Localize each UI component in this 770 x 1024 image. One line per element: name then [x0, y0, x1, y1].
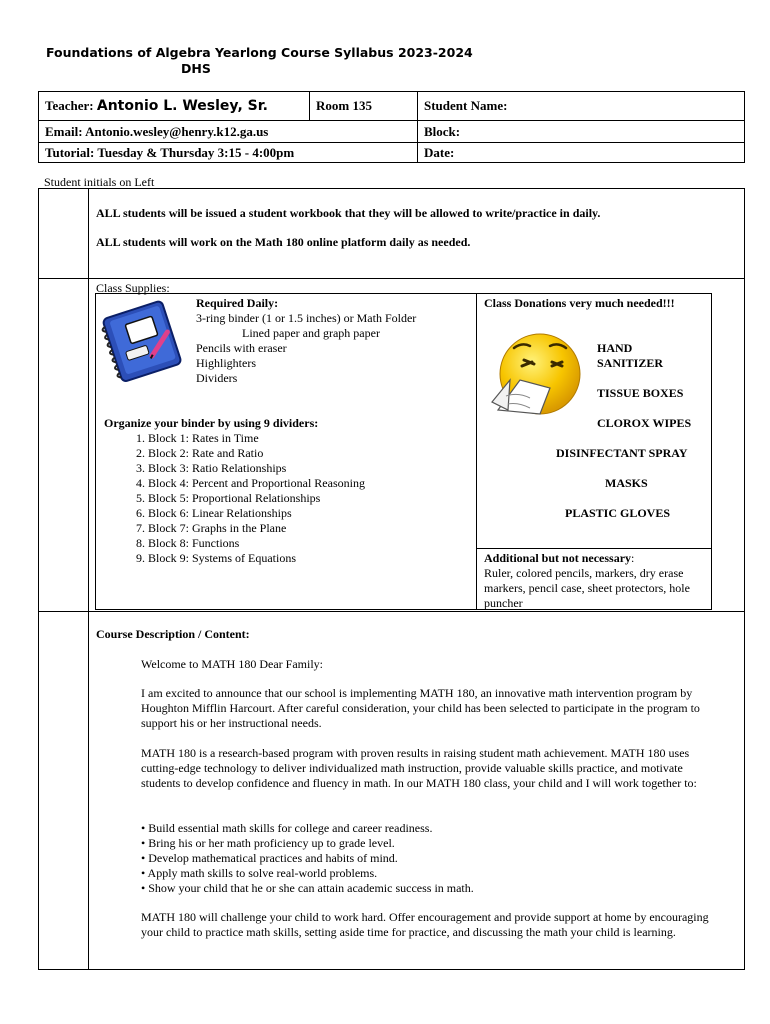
additional-items: Ruler, colored pencils, markers, dry erase: [484, 566, 684, 580]
donation-masks: MASKS: [605, 476, 648, 490]
info-table: [38, 91, 745, 163]
list-item: 7. Block 7: Graphs in the Plane: [148, 521, 365, 536]
list-item: 4. Block 4: Percent and Proportional Reasoning: [148, 476, 365, 491]
list-item: 6. Block 6: Linear Relationships: [148, 506, 365, 521]
teacher-name: Antonio L. Wesley, Sr.: [96, 98, 268, 114]
list-item: 1. Block 1: Rates in Time: [148, 431, 365, 446]
additional-heading: [484, 551, 634, 566]
teacher-label: Teacher:: [45, 98, 94, 113]
donation-clorox-wipes: CLOROX WIPES: [597, 416, 692, 430]
notice-online: ALL students will work on the Math 180 online platform daily as needed.: [96, 235, 471, 249]
donation-hand-sanitizer-2: SANITIZER: [597, 356, 664, 370]
tutorial-cell: Tutorial: Tuesday & Thursday 3:15 - 4:00pm: [39, 143, 418, 163]
required-item: 3-ring binder (1 or 1.5 inches) or Math Folder: [196, 311, 417, 325]
supplies-column-divider: [476, 293, 477, 610]
course-paragraph: MATH 180 will challenge your child to work hard. Offer encouragement and provide support at home by encouraging your child to practice math skills, setting aside time for practice, and discussing the math your child is learning.: [141, 910, 709, 939]
list-item: • Apply math skills to solve real-world problems.: [141, 866, 378, 880]
donation-hand-sanitizer: HAND: [597, 341, 633, 355]
email-cell: Email: Antonio.wesley@henry.k12.ga.us: [39, 121, 418, 143]
donation-tissue-boxes: TISSUE BOXES: [597, 386, 684, 400]
divider-block-list: [130, 431, 365, 566]
row-divider-1: [38, 278, 745, 279]
course-paragraph: I am excited to announce that our school is implementing MATH 180, an innovative math intervention program by Houghton Mifflin Harcourt. After careful consideration, your child has been selected to participate in the program to support his or her instructional needs.: [141, 686, 700, 730]
list-item: 9. Block 9: Systems of Equations: [148, 551, 365, 566]
notebook-icon: [97, 296, 189, 386]
block-cell: Block:: [418, 121, 745, 143]
supplies-heading: Class Supplies:: [96, 281, 170, 295]
course-goals-list: [141, 821, 474, 896]
list-item: 8. Block 8: Functions: [148, 536, 365, 551]
notice-workbook: ALL students will be issued a student workbook that they will be allowed to write/practice in daily.: [96, 206, 601, 220]
additional-items: puncher: [484, 596, 523, 610]
donations-divider: [476, 548, 712, 549]
required-item: Highlighters: [196, 356, 256, 370]
additional-items: markers, pencil case, sheet protectors, hole: [484, 581, 690, 595]
list-item: 3. Block 3: Ratio Relationships: [148, 461, 365, 476]
required-item: Dividers: [196, 371, 238, 385]
list-item: • Build essential math skills for college and career readiness.: [141, 821, 433, 835]
course-paragraph: MATH 180 is a research-based program with proven results in raising student math achievement. MATH 180 uses cutting-edge technology to deliver individualized math instruction, provide valuable skills practice, and motivate students to develop confidence and fluency in math. In our MATH 180 class, your child and I will work together to:: [141, 746, 697, 790]
list-item: • Bring his or her math proficiency up to grade level.: [141, 836, 395, 850]
donation-disinfectant-spray: DISINFECTANT SPRAY: [556, 446, 688, 460]
list-item: • Show your child that he or she can attain academic success in math.: [141, 881, 474, 895]
document-title: Foundations of Algebra Yearlong Course Syllabus 2023-2024: [46, 45, 473, 60]
course-greeting: Welcome to MATH 180 Dear Family:: [141, 657, 323, 671]
school-name: DHS: [181, 61, 211, 76]
additional-heading-text: Additional but not necessary: [484, 551, 632, 565]
course-heading: Course Description / Content:: [96, 627, 250, 641]
sneezing-face-icon: [484, 326, 586, 430]
required-item: Pencils with eraser: [196, 341, 287, 355]
donation-plastic-gloves: PLASTIC GLOVES: [565, 506, 671, 520]
organize-heading: Organize your binder by using 9 dividers:: [104, 416, 319, 430]
donations-heading: Class Donations very much needed!!!: [484, 296, 675, 310]
initials-note: Student initials on Left: [44, 175, 155, 189]
date-cell: Date:: [418, 143, 745, 163]
initials-column-divider: [88, 188, 89, 970]
room-cell: Room 135: [310, 92, 418, 121]
teacher-cell: [39, 92, 310, 121]
required-heading: Required Daily:: [196, 296, 279, 310]
student-name-cell: Student Name:: [418, 92, 745, 121]
list-item: • Develop mathematical practices and habits of mind.: [141, 851, 398, 865]
row-divider-2: [38, 611, 745, 612]
required-item: Lined paper and graph paper: [242, 326, 380, 340]
list-item: 2. Block 2: Rate and Ratio: [148, 446, 365, 461]
list-item: 5. Block 5: Proportional Relationships: [148, 491, 365, 506]
additional-heading-colon: :: [631, 551, 635, 565]
